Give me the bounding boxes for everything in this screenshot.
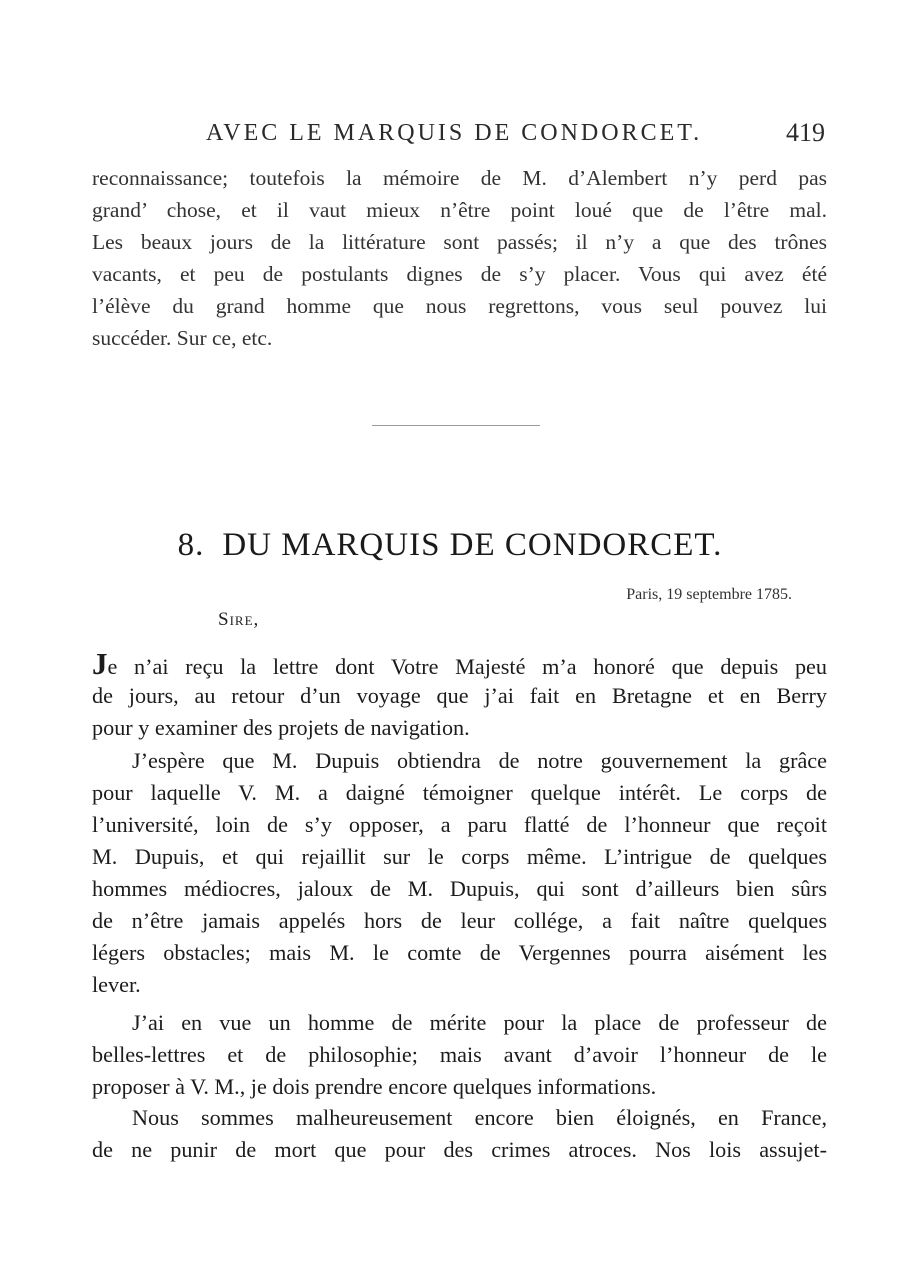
text-line: de ne punir de mort que pour des crimes atroces. Nos lois assujet- [92,1137,827,1162]
section-divider [372,425,540,426]
text-line: J’ai en vue un homme de mérite pour la place de professeur de [132,1010,827,1035]
text-line: Les beaux jours de la littérature sont passés; il n’y a que des trônes [92,230,827,254]
salutation [218,609,259,631]
text-line-rest: e n’ai reçu la lettre dont Votre Majesté m’a honoré que depuis peu [107,654,827,679]
text-line: lever. [92,972,141,997]
text-line: Nous sommes malheureusement encore bien éloignés, en France, [132,1105,827,1130]
text-line: pour y examiner des projets de navigation. [92,715,470,740]
text-line: J’espère que M. Dupuis obtiendra de notre gouvernement la grâce [132,748,827,773]
letter-number: 8. [177,527,205,563]
salutation-text: Sire, [218,609,260,630]
paragraph-1 [92,648,827,744]
text-line: reconnaissance; toutefois la mémoire de M. d’Alembert n’y perd pas [92,166,827,190]
paragraph-4 [92,1102,827,1166]
text-line: vacants, et peu de postulants dignes de s’y placer. Vous qui avez été [92,262,827,286]
letter-title: DU MARQUIS DE CONDORCET. [222,527,723,563]
text-line: l’élève du grand homme que nous regrettons, vous seul pouvez lui [92,294,827,318]
text-line: grand’ chose, et il vaut mieux n’être point loué que de l’être mal. [92,198,827,222]
text-line: M. Dupuis, et qui rejaillit sur le corps même. L’intrigue de quelques [92,844,827,869]
text-line: succéder. Sur ce, etc. [92,326,273,350]
text-line: de n’être jamais appelés hors de leur collége, a fait naître quelques [92,908,827,933]
letter-heading [0,527,900,564]
text-line: légers obstacles; mais M. le comte de Vergennes pourra aisément les [92,940,827,965]
text-line: pour laquelle V. M. a daigné témoigner quelque intérêt. Le corps de [92,780,827,805]
running-title: AVEC LE MARQUIS DE CONDORCET. [206,120,703,146]
drop-cap: J [92,646,108,681]
text-line: de jours, au retour d’un voyage que j’ai fait en Bretagne et en Berry [92,683,827,708]
paragraph-3 [92,1007,827,1103]
text-line: belles-lettres et de philosophie; mais avant d’avoir l’honneur de le [92,1042,827,1067]
text-line: proposer à V. M., je dois prendre encore quelques informations. [92,1074,657,1099]
text-line [92,648,827,680]
page-number: 419 [786,118,825,147]
running-head [92,116,827,152]
continuation-paragraph [92,162,827,354]
dateline: Paris, 19 septembre 1785. [626,586,792,603]
paragraph-2 [92,745,827,1001]
text-line: l’université, loin de s’y opposer, a paru flatté de l’honneur que reçoit [92,812,827,837]
text-line: hommes médiocres, jaloux de M. Dupuis, qui sont d’ailleurs bien sûrs [92,876,827,901]
